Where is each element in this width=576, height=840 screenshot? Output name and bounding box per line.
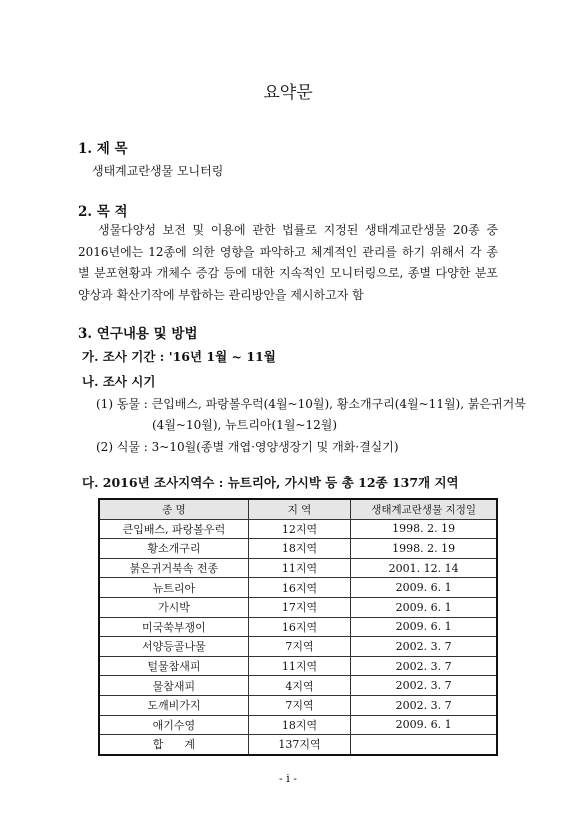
section-2-heading: 2. 목 적 bbox=[78, 204, 128, 220]
cell-region: 18지역 bbox=[248, 539, 350, 559]
survey-period: 가. 조사 기간 : '16년 1월 ~ 11월 bbox=[82, 349, 276, 364]
section-2-body: 생물다양성 보전 및 이용에 관한 법률로 지정된 생태계교란생물 20종 중 2016년에는 12종에 의한 영향을 파악하고 체계적인 관리를 하기 위해서 각 종별 분포현황과 개체수 증감 등에 대한 지속적인 모니터링으로, 종별 다양한 분포양상과 확산기작에 부합하는 관리방안을 제시하고자 함 bbox=[78, 223, 498, 302]
cell-date: 1998. 2. 19 bbox=[351, 539, 497, 559]
cell-region: 16지역 bbox=[248, 617, 350, 637]
total-empty bbox=[351, 735, 497, 755]
cell-date: 2002. 3. 7 bbox=[351, 637, 497, 657]
cell-date: 2001. 12. 14 bbox=[351, 558, 497, 578]
cell-region: 11지역 bbox=[248, 656, 350, 676]
table-row bbox=[99, 558, 497, 578]
header-region: 지 역 bbox=[248, 499, 350, 519]
cell-species: 물참새피 bbox=[99, 676, 248, 696]
cell-date: 2002. 3. 7 bbox=[351, 695, 497, 715]
survey-sites-table bbox=[98, 498, 498, 756]
cell-species: 털물참새피 bbox=[99, 656, 248, 676]
survey-season-heading: 나. 조사 시기 bbox=[82, 374, 156, 389]
cell-region: 7지역 bbox=[248, 637, 350, 657]
cell-species: 붉은귀거북속 전종 bbox=[99, 558, 248, 578]
cell-species: 가시박 bbox=[99, 597, 248, 617]
cell-species: 애기수영 bbox=[99, 715, 248, 735]
table-total-row bbox=[99, 735, 497, 755]
cell-date: 2009. 6. 1 bbox=[351, 617, 497, 637]
cell-date: 2002. 3. 7 bbox=[351, 656, 497, 676]
cell-date: 2002. 3. 7 bbox=[351, 676, 497, 696]
header-designation-date: 생태계교란생물 지정일 bbox=[351, 499, 497, 519]
total-label: 합 계 bbox=[99, 735, 248, 755]
cell-date: 2009. 6. 1 bbox=[351, 597, 497, 617]
cell-region: 12지역 bbox=[248, 519, 350, 539]
cell-species: 미국쑥부쟁이 bbox=[99, 617, 248, 637]
table-row bbox=[99, 539, 497, 559]
cell-region: 4지역 bbox=[248, 676, 350, 696]
table-row bbox=[99, 715, 497, 735]
table-row bbox=[99, 578, 497, 598]
animals-line-2: (4월~10월), 뉴트리아(1월~12월) bbox=[152, 418, 338, 432]
cell-species: 뉴트리아 bbox=[99, 578, 248, 598]
table-header-row bbox=[99, 499, 497, 519]
cell-species: 황소개구리 bbox=[99, 539, 248, 559]
table-row bbox=[99, 617, 497, 637]
table-row bbox=[99, 656, 497, 676]
section-3-heading: 3. 연구내용 및 방법 bbox=[78, 326, 198, 342]
table-row bbox=[99, 695, 497, 715]
section-1-body: 생태계교란생물 모니터링 bbox=[92, 164, 224, 178]
header-species: 종 명 bbox=[99, 499, 248, 519]
plants-line: (2) 식물 : 3~10월(종별 개엽·영양생장기 및 개화·결실기) bbox=[96, 440, 399, 454]
cell-species: 도깨비가지 bbox=[99, 695, 248, 715]
cell-species: 큰입배스, 파랑볼우럭 bbox=[99, 519, 248, 539]
cell-region: 17지역 bbox=[248, 597, 350, 617]
cell-date: 2009. 6. 1 bbox=[351, 715, 497, 735]
survey-sites-heading: 다. 2016년 조사지역수 : 뉴트리아, 가시박 등 총 12종 137개 지역 bbox=[82, 475, 459, 490]
cell-region: 11지역 bbox=[248, 558, 350, 578]
table-row bbox=[99, 676, 497, 696]
cell-region: 7지역 bbox=[248, 695, 350, 715]
animals-line-1: (1) 동물 : 큰입배스, 파랑볼우럭(4월~10월), 황소개구리(4월~11월), 붉은귀거북 bbox=[96, 397, 526, 411]
table-row bbox=[99, 597, 497, 617]
cell-date: 2009. 6. 1 bbox=[351, 578, 497, 598]
section-1-heading: 1. 제 목 bbox=[78, 141, 128, 157]
cell-region: 18지역 bbox=[248, 715, 350, 735]
table-row bbox=[99, 519, 497, 539]
total-region: 137지역 bbox=[248, 735, 350, 755]
page-title: 요약문 bbox=[263, 83, 313, 103]
table-row bbox=[99, 637, 497, 657]
cell-region: 16지역 bbox=[248, 578, 350, 598]
cell-date: 1998. 2. 19 bbox=[351, 519, 497, 539]
page-number: - i - bbox=[279, 772, 297, 785]
cell-species: 서양등골나물 bbox=[99, 637, 248, 657]
